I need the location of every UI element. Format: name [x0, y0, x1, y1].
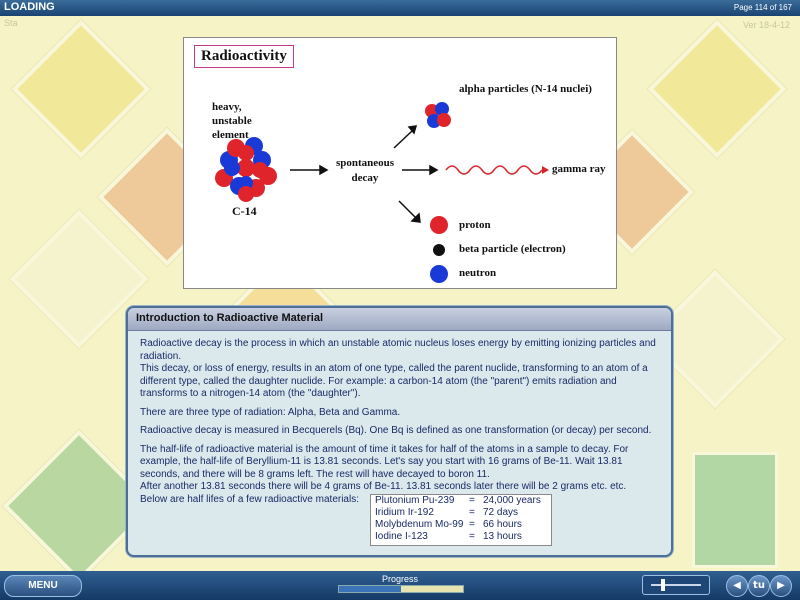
paragraph-4: Radioactive decay is measured in Becquerels (Bq). One Bq is defined as one transformation (or decay) per second. [140, 425, 652, 436]
alpha-label: alpha particles (N-14 nuclei) [459, 83, 592, 95]
back-button[interactable]: ◀ [726, 575, 748, 597]
diagram-title: Radioactivity [194, 45, 294, 68]
tu-button[interactable]: tu [748, 575, 770, 597]
panel-body [140, 338, 660, 494]
panel-header [128, 308, 671, 331]
title-bar [0, 0, 800, 16]
page-indicator: Page 114 of 167 [733, 3, 792, 12]
element-name: C-14 [232, 204, 257, 218]
progress-fill [339, 586, 401, 592]
content-panel [126, 306, 673, 557]
volume-slider[interactable] [642, 575, 710, 595]
equals-sign: = [469, 507, 475, 518]
paragraph-1: Radioactive decay is the process in which an unstable atomic nucleus loses energy by emitting ionizing particles and radiation. [140, 338, 656, 362]
volume-track [651, 584, 701, 586]
radioactivity-diagram [183, 37, 617, 289]
hazard-placard-cryogenic [692, 452, 778, 568]
volume-knob[interactable] [661, 579, 665, 591]
isotope-name: Molybdenum Mo-99 [375, 519, 464, 530]
legend-neutron: neutron [459, 267, 497, 279]
equals-sign: = [469, 531, 475, 542]
legend-proton: proton [459, 219, 491, 231]
hazard-placard-oxidizer [12, 20, 151, 159]
isotope-name: Iodine I-123 [375, 531, 428, 542]
section-code: Sta [4, 18, 18, 28]
next-button[interactable]: ▶ [770, 575, 792, 597]
halflife-table [370, 494, 552, 546]
progress-label: Progress [382, 574, 419, 584]
element-label: heavy, unstable element [212, 101, 252, 141]
table-row [371, 531, 551, 543]
proton-icon [430, 216, 448, 234]
halflife-intro: Below are half lifes of a few radioactive materials: [140, 494, 359, 505]
neutron-icon [430, 265, 448, 283]
halflife-value: 72 days [483, 507, 519, 518]
paragraph-3: There are three type of radiation: Alpha, Beta and Gamma. [140, 406, 401, 418]
gamma-ray-wave-icon [446, 166, 542, 174]
table-row [371, 507, 551, 519]
isotope-name: Plutonium Pu-239 [375, 495, 455, 506]
equals-sign: = [469, 519, 475, 530]
paragraph-5: The half-life of radioactive material is the amount of time it takes for half of the atoms in a sample to decay. For example, the half-life of Beryllium-11 is 13.81 seconds. Let's say you start with 16 grams of Be-11. Wait 13.81 seconds, and there will be 8 grams left. The rest will have decayed to boron 11. [140, 443, 629, 480]
menu-button[interactable]: MENU [4, 575, 82, 597]
version-label: Ver 18-4-12 [742, 20, 790, 30]
halflife-value: 24,000 years [483, 495, 541, 506]
process-label: spontaneous decay [335, 157, 395, 184]
app-title: LOADING [4, 1, 55, 13]
c14-nucleus-icon [215, 137, 277, 202]
halflife-value: 66 hours [483, 519, 522, 530]
progress-bar [338, 585, 464, 593]
hazard-placard-oxidizer-right [648, 20, 787, 159]
electron-icon [433, 244, 445, 256]
isotope-name: Iridium Ir-192 [375, 507, 434, 518]
alpha-particle-icon [425, 102, 451, 128]
equals-sign: = [469, 495, 475, 506]
table-row [371, 495, 551, 507]
panel-heading: Introduction to Radioactive Material [136, 312, 324, 324]
gamma-label: gamma ray [552, 163, 606, 175]
legend-beta: beta particle (electron) [459, 243, 566, 255]
halflife-value: 13 hours [483, 531, 522, 542]
table-row [371, 519, 551, 531]
gamma-arrowhead [542, 166, 549, 174]
paragraph-2: This decay, or loss of energy, results in an atom of one type, called the parent nuclide, transforming to an atom of a different type, called the daughter nuclide. For example: a carbon-14 atom (the "parent") emits radiation and transforms to a nitrogen-14 atom (the "daughter"). [140, 363, 648, 399]
paragraph-6: After another 13.81 seconds there will be 4 grams of Be-11. 13.81 seconds later there will be 2 grams etc. etc. [140, 481, 627, 492]
